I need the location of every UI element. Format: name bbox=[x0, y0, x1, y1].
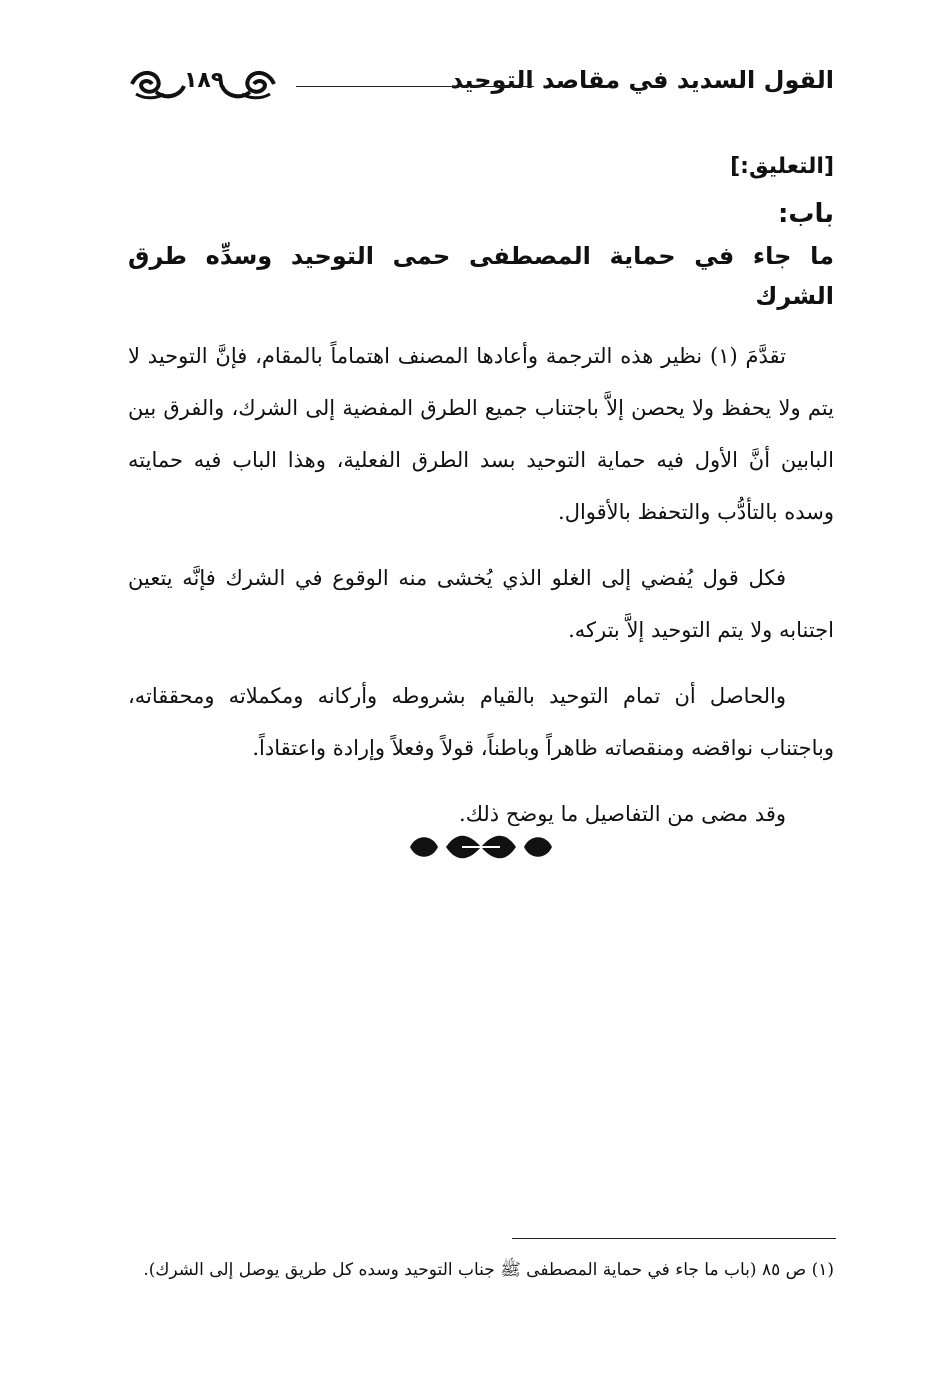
main-content bbox=[128, 150, 834, 840]
chapter-heading: باب: bbox=[777, 199, 834, 229]
commentary-label: [التعليق:] bbox=[730, 154, 834, 179]
footnote: (١) ص ٨٥ (باب ما جاء في حماية المصطفى ﷺ جناب التوحيد وسده كل طريق يوصل إلى الشرك). bbox=[143, 1260, 834, 1280]
chapter-title: ما جاء في حماية المصطفى حمى التوحيد وسدِّه طرق الشرك bbox=[128, 242, 834, 310]
paragraph: تقدَّمَ (١) نظير هذه الترجمة وأعادها المصنف اهتماماً بالمقام، فإنَّ التوحيد لا يتم ولا يحفظ ولا يحصن إلاَّ باجتناب جميع الطرق المفضية إلى الشرك، والفرق بين البابين أنَّ الأول فيه حماية التوحيد بسد الطرق الفعلية، وهذا الباب فيه حمايته وسده بالتأدُّب والتحفظ بالأقوال. bbox=[128, 344, 834, 524]
right-flourish-icon bbox=[220, 66, 278, 102]
section-end-ornament-icon bbox=[406, 830, 556, 864]
paragraph: وقد مضى من التفاصيل ما يوضح ذلك. bbox=[459, 802, 786, 826]
footnote-rule bbox=[512, 1238, 836, 1239]
page-number: ١٨٩ bbox=[184, 68, 225, 93]
book-title: القول السديد في مقاصد التوحيد bbox=[450, 66, 834, 94]
left-flourish-icon bbox=[128, 66, 186, 102]
header-rule bbox=[296, 86, 534, 87]
page-number-frame bbox=[128, 62, 278, 106]
paragraph: فكل قول يُفضي إلى الغلو الذي يُخشى منه الوقوع في الشرك فإنَّه يتعين اجتنابه ولا يتم التوحيد إلاَّ بتركه. bbox=[128, 566, 834, 642]
running-header bbox=[128, 62, 834, 106]
paragraph: والحاصل أن تمام التوحيد بالقيام بشروطه وأركانه ومكملاته ومحققاته، وباجتناب نواقضه ومنقصاته ظاهراً وباطناً، قولاً وفعلاً وإرادة واعتقاداً. bbox=[128, 684, 834, 760]
